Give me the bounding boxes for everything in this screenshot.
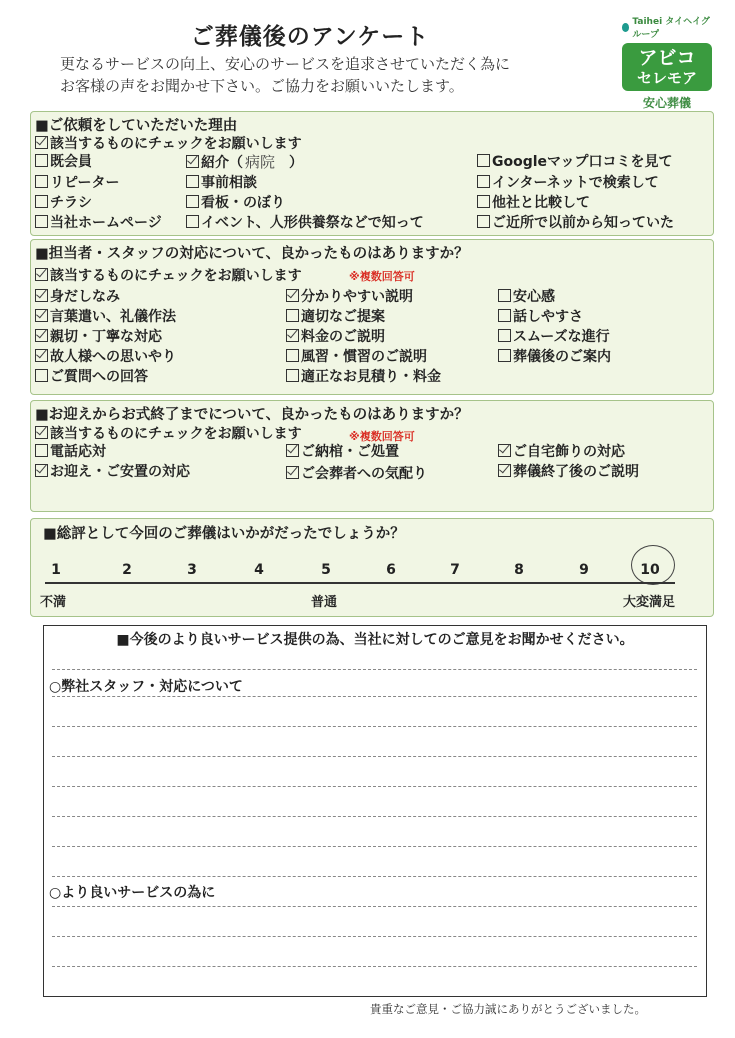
- writing-line: [52, 786, 697, 787]
- rating-option-7[interactable]: 7: [450, 562, 460, 578]
- rating-mid-label: 普通: [311, 595, 338, 610]
- brand-tagline: 安心葬儀: [642, 96, 691, 110]
- option-reassurance[interactable]: 安心感: [498, 288, 555, 306]
- intro-line-2: お客様の声をお聞かせ下さい。ご協力をお願いいたします。: [60, 77, 464, 95]
- checkbox-icon[interactable]: [286, 466, 299, 479]
- checkbox-icon[interactable]: [286, 289, 299, 302]
- option-advance-consult[interactable]: 事前相談: [186, 174, 257, 192]
- rating-option-3[interactable]: 3: [187, 562, 197, 578]
- checkbox-icon[interactable]: [35, 329, 48, 342]
- section3-instruction: [35, 423, 302, 443]
- rating-option-9[interactable]: 9: [579, 562, 589, 578]
- option-referral[interactable]: 紹介（ 病院 ）: [186, 153, 303, 172]
- writing-line: [52, 876, 697, 877]
- option-proposal[interactable]: 適切なご提案: [286, 308, 385, 326]
- option-pickup[interactable]: お迎え・ご安置の対応: [35, 463, 190, 481]
- checkbox-icon[interactable]: [35, 349, 48, 362]
- checkbox-icon[interactable]: [498, 289, 511, 302]
- option-member[interactable]: 既会員: [35, 153, 92, 171]
- taihei-mark-icon: [622, 23, 629, 32]
- rating-option-5[interactable]: 5: [321, 562, 331, 578]
- checkbox-icon[interactable]: [286, 329, 299, 342]
- checkbox-icon[interactable]: [498, 444, 511, 457]
- section3-title: ■お迎えからお式終了までについて、良かったものはありますか？: [35, 407, 469, 423]
- option-home-altar[interactable]: ご自宅飾りの対応: [498, 443, 625, 461]
- selected-rating-circle: [631, 545, 675, 585]
- section2-title: ■担当者・スタッフの対応について、良かったものはありますか？: [35, 246, 469, 262]
- service-comment-label: ○より良いサービスの為に: [49, 885, 216, 901]
- checkbox-icon[interactable]: [35, 175, 48, 188]
- checkbox-icon[interactable]: [186, 175, 199, 188]
- section1-instruction: [35, 133, 302, 153]
- rating-low-label: 不満: [40, 595, 67, 610]
- rating-option-4[interactable]: 4: [254, 562, 264, 578]
- checkbox-icon[interactable]: [186, 195, 199, 208]
- checkbox-icon: [35, 268, 48, 281]
- section-staff-response: [30, 239, 714, 395]
- rating-option-6[interactable]: 6: [386, 562, 396, 578]
- rating-option-8[interactable]: 8: [514, 562, 524, 578]
- checkbox-icon[interactable]: [477, 195, 490, 208]
- section2-instruction-text: 該当するものにチェックをお願いします: [50, 268, 302, 284]
- writing-line: [52, 669, 697, 670]
- option-flyer[interactable]: チラシ: [35, 194, 92, 212]
- option-clear-explanation[interactable]: 分かりやすい説明: [286, 288, 413, 306]
- option-event[interactable]: イベント、人形供養祭などで知って: [186, 214, 424, 232]
- option-fair-estimate[interactable]: 適正なお見積り・料金: [286, 368, 441, 386]
- checkbox-icon[interactable]: [498, 309, 511, 322]
- brand-box: [622, 43, 712, 91]
- writing-line: [52, 816, 697, 817]
- checkbox-icon[interactable]: [35, 154, 48, 167]
- checkbox-icon[interactable]: [35, 289, 48, 302]
- multi-answer-note: ※複数回答可: [349, 430, 415, 443]
- intro-line-1: 更なるサービスの向上、安心のサービスを追求させていただく為に: [60, 55, 511, 73]
- checkbox-icon[interactable]: [286, 369, 299, 382]
- option-kind-response[interactable]: 親切・丁寧な対応: [35, 328, 162, 346]
- writing-line: [52, 696, 697, 697]
- writing-line: [52, 756, 697, 757]
- checkbox-icon[interactable]: [477, 175, 490, 188]
- option-attendee-care[interactable]: ご会葬者への気配り: [286, 465, 427, 483]
- writing-line: [52, 726, 697, 727]
- option-phone[interactable]: 電話応対: [35, 443, 106, 461]
- group-label: [622, 14, 718, 40]
- staff-comment-label: ○弊社スタッフ・対応について: [49, 679, 243, 695]
- checkbox-icon: [35, 136, 48, 149]
- option-price-explanation[interactable]: 料金のご説明: [286, 328, 385, 346]
- option-after-guidance[interactable]: 葬儀後のご案内: [498, 348, 611, 366]
- writing-line: [52, 906, 697, 907]
- checkbox-icon: [35, 426, 48, 439]
- option-appearance[interactable]: 身だしなみ: [35, 288, 120, 306]
- section-ceremony: [30, 400, 714, 512]
- checkbox-icon[interactable]: [35, 369, 48, 382]
- checkbox-icon[interactable]: [186, 155, 199, 168]
- checkbox-icon[interactable]: [186, 215, 199, 228]
- option-internet-search[interactable]: インターネットで検索して: [477, 174, 659, 192]
- option-smooth-progress[interactable]: スムーズな進行: [498, 328, 610, 346]
- option-customs[interactable]: 風習・慣習のご説明: [286, 348, 427, 366]
- checkbox-icon[interactable]: [35, 309, 48, 322]
- section3-instruction-text: 該当するものにチェックをお願いします: [50, 426, 302, 442]
- option-answers[interactable]: ご質問への回答: [35, 368, 148, 386]
- option-neighborhood[interactable]: ご近所で以前から知っていた: [477, 214, 674, 232]
- rating-option-1[interactable]: 1: [51, 562, 61, 578]
- checkbox-icon[interactable]: [35, 464, 48, 477]
- comments-heading: ■今後のより良いサービス提供の為、当社に対してのご意見をお聞かせください。: [116, 632, 634, 648]
- checkbox-icon[interactable]: [286, 444, 299, 457]
- writing-line: [52, 846, 697, 847]
- group-label-text: Taihei タイヘイグループ: [632, 17, 710, 40]
- writing-line: [52, 966, 697, 967]
- checkbox-icon[interactable]: [498, 464, 511, 477]
- company-logo: [622, 14, 718, 108]
- checkbox-icon[interactable]: [477, 154, 490, 167]
- rating-option-2[interactable]: 2: [122, 562, 132, 578]
- option-manners[interactable]: 言葉遣い、礼儀作法: [35, 308, 176, 326]
- handwritten-referral-source: 病院: [245, 153, 276, 171]
- checkbox-icon[interactable]: [498, 349, 511, 362]
- rating-scale-line: [45, 582, 675, 584]
- option-homepage[interactable]: 当社ホームページ: [35, 214, 162, 232]
- section1-title: ■ご依頼をしていただいた理由: [35, 118, 238, 134]
- writing-line: [52, 936, 697, 937]
- option-repeater[interactable]: リピーター: [35, 174, 119, 192]
- multi-answer-note: ※複数回答可: [349, 270, 415, 283]
- rating-high-label: 大変満足: [623, 595, 676, 610]
- option-signboard[interactable]: 看板・のぼり: [186, 194, 285, 212]
- rating-option-10[interactable]: 10: [640, 562, 660, 578]
- section-request-reason: [30, 111, 714, 236]
- option-compared[interactable]: 他社と比較して: [477, 194, 590, 212]
- option-post-funeral[interactable]: 葬儀終了後のご説明: [498, 463, 639, 481]
- checkbox-icon[interactable]: [35, 195, 48, 208]
- brand-line-2: セレモア: [636, 68, 697, 87]
- option-google-maps[interactable]: Googleマップ口コミを見て: [477, 153, 672, 171]
- checkbox-icon[interactable]: [498, 329, 511, 342]
- option-approachable[interactable]: 話しやすさ: [498, 308, 583, 326]
- option-encoffining[interactable]: ご納棺・ご処置: [286, 443, 399, 461]
- checkbox-icon[interactable]: [286, 349, 299, 362]
- section-overall-rating: [30, 518, 714, 617]
- checkbox-icon[interactable]: [35, 215, 48, 228]
- option-consideration[interactable]: 故人様への思いやり: [35, 348, 176, 366]
- page-title: ご葬儀後のアンケート: [190, 24, 430, 50]
- section2-instruction: [35, 265, 302, 285]
- section1-instruction-text: 該当するものにチェックをお願いします: [50, 136, 302, 152]
- footer-thanks: 貴重なご意見・ご協力誠にありがとうございました。: [370, 1002, 646, 1016]
- checkbox-icon[interactable]: [477, 215, 490, 228]
- checkbox-icon[interactable]: [35, 444, 48, 457]
- checkbox-icon[interactable]: [286, 309, 299, 322]
- brand-line-1: アビコ: [638, 46, 696, 69]
- rating-title: ■総評として今回のご葬儀はいかがだったでしょうか？: [43, 526, 405, 542]
- intro-text: [60, 53, 510, 97]
- comments-box: [43, 625, 707, 997]
